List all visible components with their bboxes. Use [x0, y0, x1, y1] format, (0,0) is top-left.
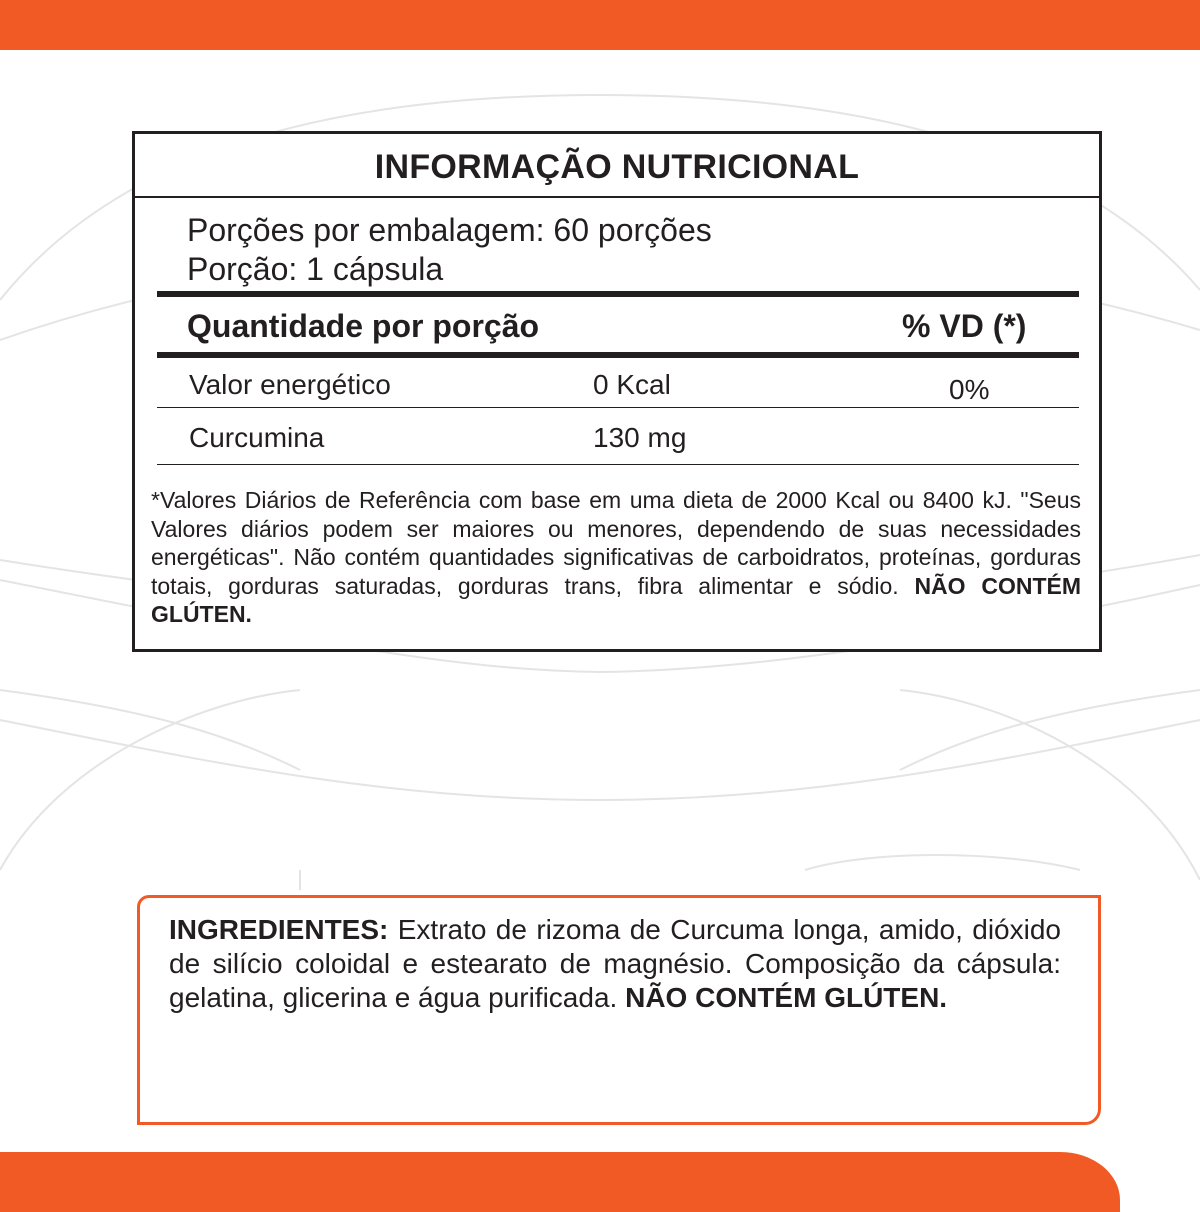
nutrition-footnote	[151, 486, 1081, 629]
divider-thick	[157, 291, 1079, 297]
ingredients-gluten-warning: NÃO CONTÉM GLÚTEN.	[625, 982, 948, 1013]
servings-per-package: Porções por embalagem: 60 porções	[187, 212, 712, 248]
ingredients-label: INGREDIENTES:	[169, 914, 389, 945]
row-name-curcumin: Curcumina	[189, 422, 325, 453]
header-daily-value: % VD (*)	[902, 308, 1027, 344]
bottom-accent-bar	[0, 1152, 1120, 1212]
row-name-energy: Valor energético	[189, 369, 391, 400]
nutrition-facts-table	[132, 131, 1102, 652]
nutrition-title: INFORMAÇÃO NUTRICIONAL	[135, 134, 1099, 198]
divider-thin	[157, 464, 1079, 465]
footnote-gluten-warning: NÃO CONTÉM GLÚTEN.	[151, 572, 1081, 627]
header-quantity: Quantidade por porção	[187, 308, 540, 344]
ingredients-text-block	[169, 913, 1061, 1015]
row-dv-energy: 0%	[949, 374, 990, 405]
ingredients-list: Extrato de rizoma de Curcuma longa, amido, dióxido de silício coloidal e estearato de magnésio. Composição da cápsula: gelatina, glicerina e água purificada.	[169, 914, 1061, 1013]
row-amount-energy: 0 Kcal	[593, 369, 671, 400]
divider-thin	[157, 407, 1079, 408]
divider-thick	[157, 352, 1079, 358]
ingredients-box	[137, 895, 1101, 1125]
footnote-text: *Valores Diários de Referência com base em uma dieta de 2000 Kcal ou 8400 kJ. "Seus Valores diários podem ser maiores ou menores, dependendo de suas necessidades energéticas". Não contém quantidades significativas de carboidratos, proteínas, gorduras totais, gorduras saturadas, gorduras trans, fibra alimentar e sódio.	[151, 487, 1081, 599]
row-amount-curcumin: 130 mg	[593, 422, 687, 453]
serving-size: Porção: 1 cápsula	[187, 251, 444, 287]
